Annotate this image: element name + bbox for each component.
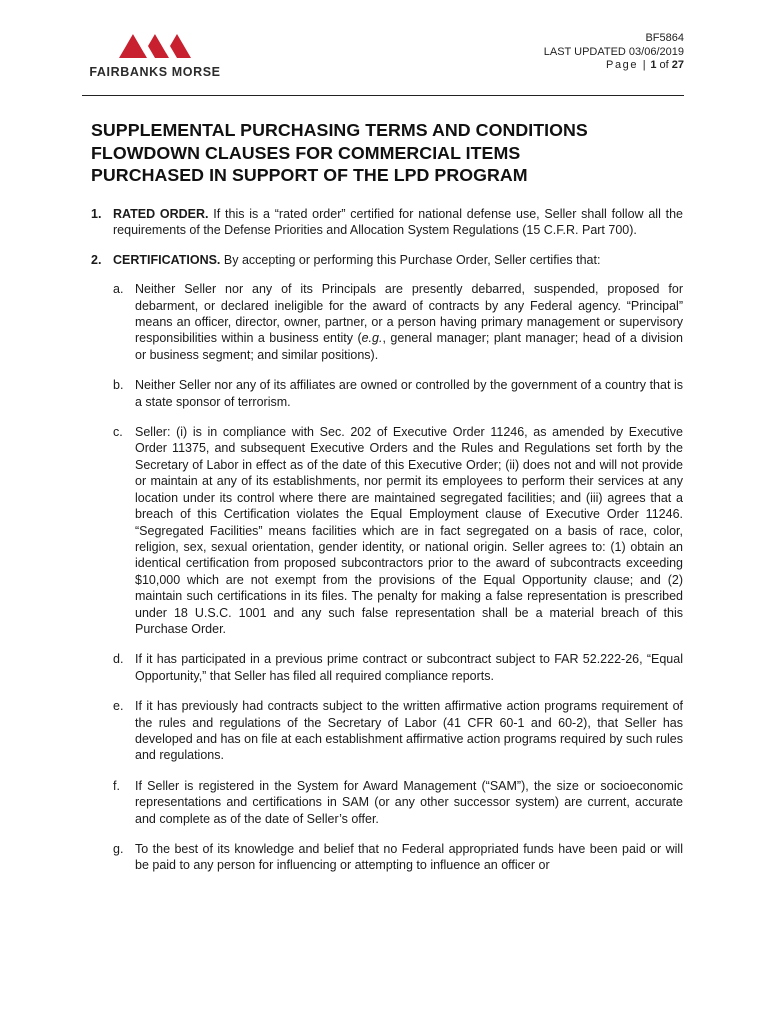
logo-wordmark: FAIRBANKS MORSE (89, 65, 221, 79)
item-text: If Seller is registered in the System for Award Management (“SAM”), the size or socioeconomic representations and certifications in SAM (or any other successor system) are current, accurate and complete as of the date of Seller’s offer. (135, 778, 683, 826)
doc-number: BF5864 (645, 32, 684, 44)
item-letter: b. (113, 378, 124, 393)
certification-item-g (91, 841, 683, 874)
page-current: 1 (650, 59, 657, 71)
certification-item-d (91, 651, 683, 684)
item-letter: g. (113, 842, 124, 856)
certification-item-c (91, 424, 683, 637)
header-divider (82, 95, 684, 96)
title-line-1: SUPPLEMENTAL PURCHASING TERMS AND CONDITIONS (91, 120, 588, 140)
item-text: If it has previously had contracts subject to the written affirmative action programs requirement of the rules and regulations of the Secretary of Labor (41 CFR 60-1 and 60-2), that Seller has developed and has on file at each establishment affirmative action programs required by such rules and regulations. (135, 699, 683, 763)
page-of: of (659, 59, 669, 71)
certification-item-f (91, 778, 683, 827)
item-text: Seller: (i) is in compliance with Sec. 202 of Executive Order 11246, as amended by Executive Order 11375, and subsequent Executive Orders and the Rules and Regulations set forth by the Secretary of Labor in effect as of the date of this Executive Order; (ii) does not and will not provide or maintain at any of its establishments, nor permit its employees to perform their services at any location under its control where there are maintained segregated facilities; and (iii) agrees that a breach of this Certification violates the Equal Employment clause of Executive Order 11246. “Segregated Facilities” means facilities which are in fact segregated on a basis of race, color, religion, sex, sexual orientation, gender identity, or national origin. Seller agrees to: (1) obtain an identical certification from proposed subcontractors prior to the award of subcontracts exceeding $10,000 which are not exempt from the provisions of the Equal Opportunity clause; and (2) maintain such certifications in its files. The penalty for making a false representation is prescribed under 18 U.S.C. 1001 and any such false representation shall be a material breach of this Purchase Order. (135, 425, 683, 636)
document-meta (544, 32, 684, 73)
section-heading: RATED ORDER. (113, 207, 209, 221)
item-letter: d. (113, 652, 124, 667)
item-text-italic: e.g. (361, 331, 383, 346)
page-total: 27 (671, 59, 684, 71)
item-text: Neither Seller nor any of its affiliates are owned or controlled by the government of a country that is a state sponsor of terrorism. (135, 378, 683, 409)
section-heading: CERTIFICATIONS. (113, 252, 221, 267)
fairbanks-morse-mark-icon (119, 32, 191, 58)
page-indicator (544, 59, 684, 73)
title-line-3: PURCHASED IN SUPPORT OF THE LPD PROGRAM (91, 165, 528, 185)
page-prefix: Page | (606, 59, 648, 71)
item-letter: f. (113, 778, 120, 793)
section-number: 1. (91, 207, 102, 221)
section-text: By accepting or performing this Purchase Order, Seller certifies that: (223, 252, 601, 267)
item-letter: c. (113, 425, 123, 440)
page-title (91, 119, 691, 187)
title-line-2: FLOWDOWN CLAUSES FOR COMMERCIAL ITEMS (91, 142, 521, 163)
last-updated: LAST UPDATED 03/06/2019 (543, 45, 684, 58)
certification-item-b (91, 377, 683, 410)
item-text: , general manager; plant manager; head of a division or business segment; and similar positions). (135, 331, 683, 362)
certification-item-a (91, 281, 683, 363)
item-text: To the best of its knowledge and belief that no Federal appropriated funds have been paid or will be paid to any person for influencing or attempting to influence an officer or (135, 842, 683, 873)
item-letter: a. (113, 282, 124, 297)
section-certifications (91, 252, 683, 268)
section-text: If this is a “rated order” certified for national defense use, Seller shall follow all the requirements of the Defense Priorities and Allocation System Regulations (15 C.F.R. Part 700). (113, 207, 683, 238)
document-body (91, 206, 683, 888)
section-number: 2. (91, 252, 102, 267)
item-text: Neither Seller nor any of its Principals are presently debarred, suspended, proposed for debarment, or declared ineligible for the award of contracts by any Federal agency. “Principal” means an officer, director, owner, partner, or a person having primary management or supervisory responsibilities within a business entity ( (135, 282, 683, 346)
item-text: If it has participated in a previous prime contract or subcontract subject to FAR 52.222-26, “Equal Opportunity,” that Seller has filed all required compliance reports. (135, 652, 683, 683)
section-rated-order (91, 206, 683, 239)
company-logo (82, 32, 228, 80)
item-letter: e. (113, 699, 124, 714)
certification-item-e (91, 698, 683, 764)
